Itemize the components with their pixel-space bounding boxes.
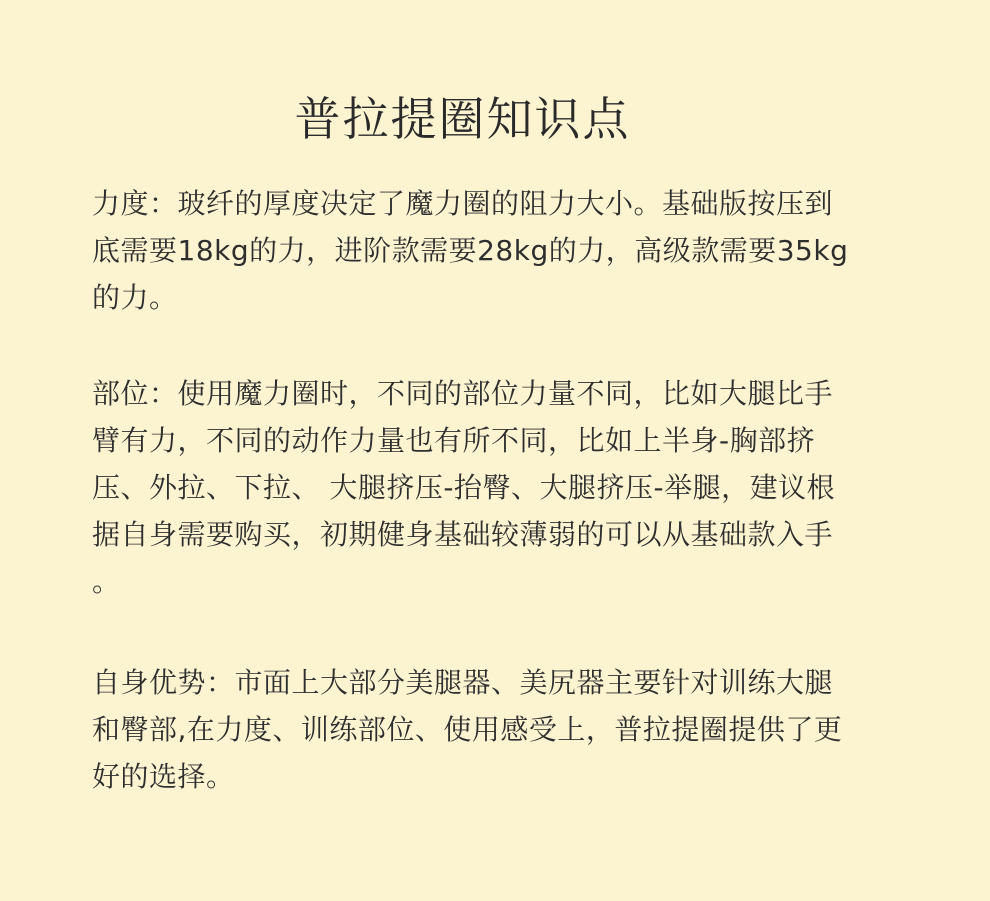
paragraph-strength: 力度：玻纤的厚度决定了魔力圈的阻力大小。基础版按压到 底需要18kg的力，进阶款需要28kg的力，高级款需要35kg 的力。	[92, 187, 849, 314]
paragraph-advantages: 自身优势：市面上大部分美腿器、美尻器主要针对训练大腿 和臀部,在力度、训练部位、使用感受上，普拉提圈提供了更 好的选择。	[92, 666, 843, 793]
paragraph-body-parts: 部位：使用魔力圈时，不同的部位力量不同，比如大腿比手 臂有力，不同的动作力量也有所不同，比如上半身-胸部挤 压、外拉、下拉、 大腿挤压-抬臀、大腿挤压-举腿，建议根 据自身需要购买，初期健身基础较薄弱的可以从基础款入手 。	[92, 377, 836, 598]
page-title: 普拉提圈知识点	[294, 91, 631, 146]
